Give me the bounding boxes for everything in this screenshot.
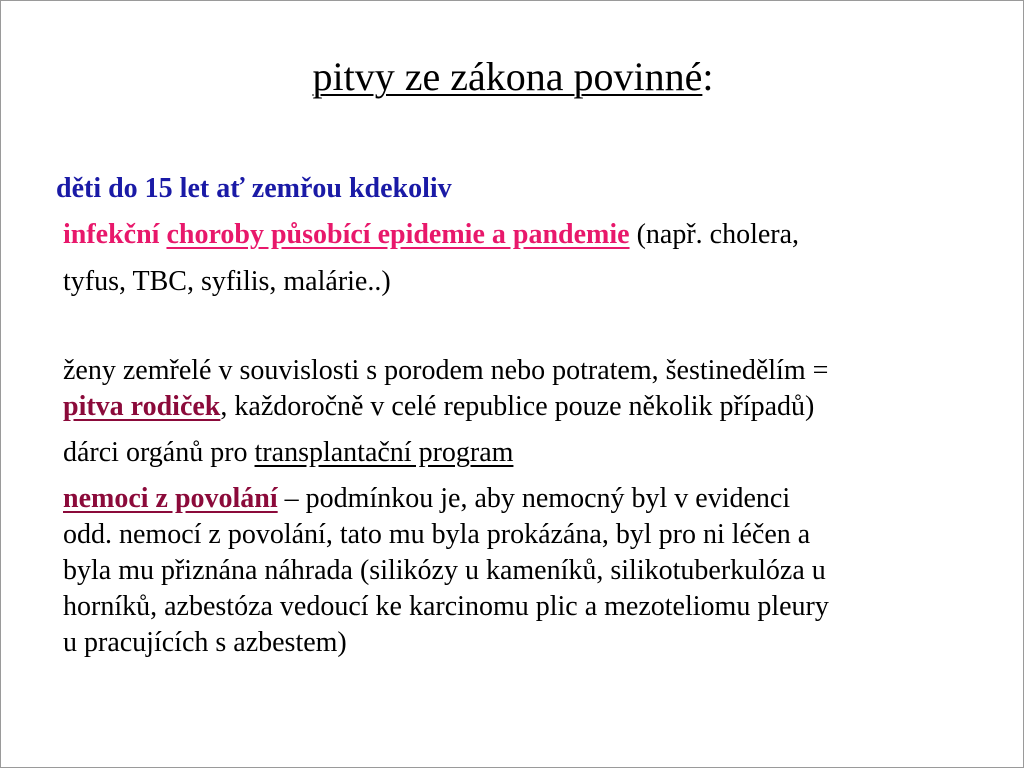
title-colon: :: [702, 54, 714, 99]
title-text: pitvy ze zákona povinné: [312, 54, 703, 99]
women-line1: ženy zemřelé v souvislosti s porodem nebo potratem, šestinedělím =: [63, 355, 829, 386]
item-donors: [63, 435, 513, 471]
occupational-line3: byla mu přiznána náhrada (silikózy u kameníků, silikotuberkulóza u: [63, 555, 826, 586]
women-rest: , každoročně v celé republice pouze několik případů): [220, 391, 815, 422]
occupational-line4: horníků, azbestóza vedoucí ke karcinomu plic a mezoteliomu pleury: [63, 591, 829, 622]
item-occupational: [63, 481, 790, 517]
donors-text: dárci orgánů pro: [63, 437, 255, 468]
item-infectious: [63, 217, 799, 253]
occupational-line5: u pracujících s azbestem): [63, 627, 347, 658]
infectious-link[interactable]: choroby působící epidemie a pandemie: [166, 219, 630, 250]
infectious-line2: tyfus, TBC, syfilis, malárie..): [63, 266, 391, 297]
infectious-rest: (např. cholera,: [629, 219, 800, 250]
women-link[interactable]: pitva rodiček: [63, 391, 221, 422]
occupational-rest: – podmínkou je, aby nemocný byl v evidenci: [277, 483, 791, 514]
occupational-line2: odd. nemocí z povolání, tato mu byla prokázána, byl pro ni léčen a: [63, 519, 811, 550]
item-children: děti do 15 let ať zemřou kdekoliv: [56, 173, 452, 204]
slide-title: [1, 53, 1024, 101]
item-women: [63, 389, 814, 425]
occupational-link[interactable]: nemoci z povolání: [63, 483, 278, 514]
donors-link[interactable]: transplantační program: [254, 437, 514, 468]
infectious-label: infekční: [63, 219, 160, 250]
